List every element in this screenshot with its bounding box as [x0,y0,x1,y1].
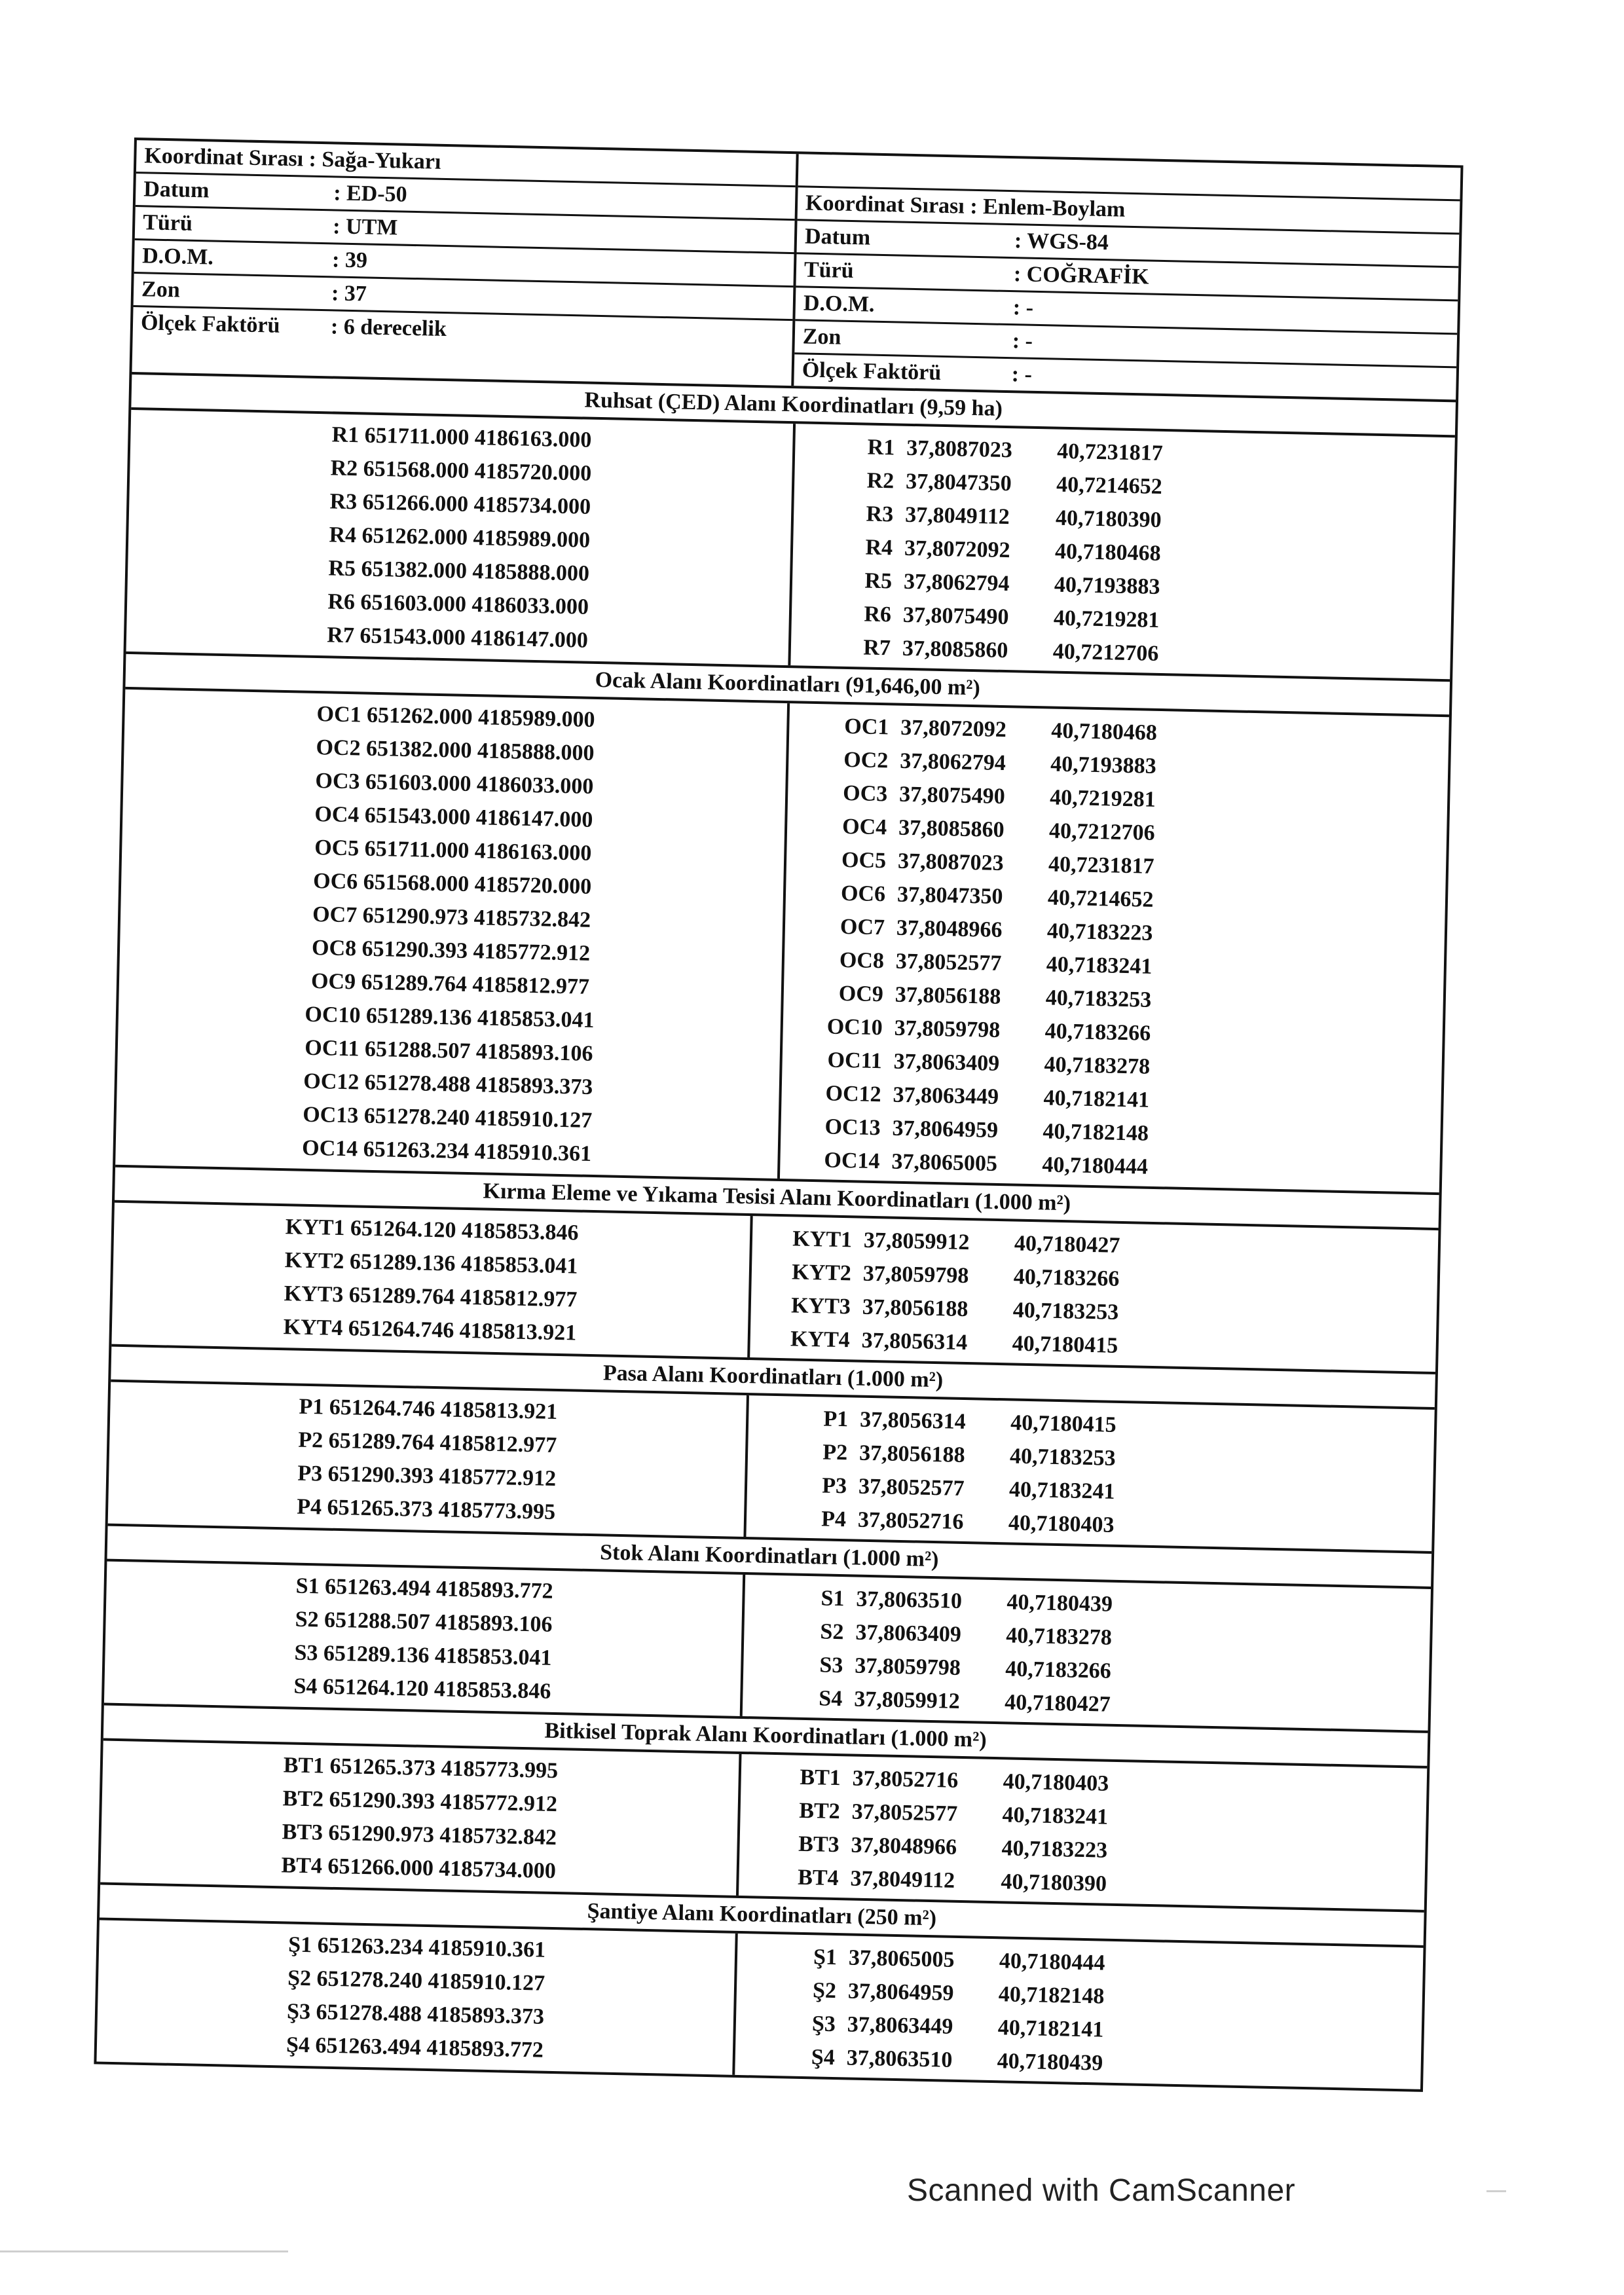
utm-coordinate-row: OC3 651603.000 4186033.000 [315,769,594,799]
point-id: S3 [819,1653,843,1678]
utm-coordinate-row: KYT3 651289.764 4185812.977 [284,1281,578,1312]
utm-coordinate-row: Ş2 651278.240 4185910.127 [287,1966,545,1996]
utm-coordinate-row: OC8 651290.393 4185772.912 [311,935,591,966]
latitude-value: 37,8059912 [863,1228,970,1255]
utm-coordinate-row: OC14 651263.234 4185910.361 [301,1135,592,1166]
latitude-value: 37,8072092 [904,536,1010,563]
latitude-value: 37,8072092 [900,715,1007,743]
utm-coordinate-row: P3 651290.393 4185772.912 [297,1461,557,1491]
latitude-value: 37,8062794 [903,569,1010,597]
latitude-value: 37,8052577 [895,949,1002,976]
latitude-value: 37,8063510 [846,2046,953,2072]
longitude-value: 40,7180439 [997,2049,1103,2076]
longitude-value: 40,7180403 [1008,1511,1115,1537]
latitude-value: 37,8059798 [854,1653,961,1680]
latitude-value: 37,8063409 [893,1049,1000,1076]
latitude-value: 37,8047350 [896,882,1003,909]
longitude-value: 40,7180427 [1004,1690,1111,1717]
point-id: OC5 [841,847,887,873]
longitude-value: 40,7183278 [1044,1052,1151,1079]
utm-coordinate-row: OC11 651288.507 4185893.106 [304,1035,593,1066]
utm-coordinate-row: S4 651264.120 4185853.846 [293,1674,551,1704]
section-body [104,1562,1431,1731]
param-label: Zon [141,277,181,303]
param-label: Türü [142,210,193,236]
latitude-value: 37,8056314 [859,1407,967,1435]
latitude-value: 37,8063409 [855,1620,962,1647]
utm-coordinate-row: R6 651603.000 4186033.000 [327,589,589,619]
utm-coordinate-row: OC6 651568.000 4185720.000 [312,868,592,899]
longitude-value: 40,7180390 [1001,1869,1107,1896]
longitude-value: 40,7180468 [1050,718,1158,745]
point-id: OC12 [825,1081,882,1107]
latitude-value: 37,8056188 [862,1294,969,1322]
longitude-value: 40,7231817 [1048,852,1154,879]
utm-coordinate-row: R2 651568.000 4185720.000 [330,456,592,486]
latitude-value: 37,8063510 [856,1587,963,1613]
longitude-value: 40,7219281 [1049,785,1156,812]
utm-coordinate-row: OC9 651289.764 4185812.977 [310,968,590,999]
section-title-text: Stok Alanı Koordinatları (1.000 m²) [599,1540,939,1572]
geo-order-label: Koordinat Sırası : Enlem-Boylam [805,191,1126,222]
latitude-value: 37,8052577 [851,1799,958,1826]
utm-coordinate-row: R4 651262.000 4185989.000 [329,523,591,553]
utm-coordinate-row: BT2 651290.393 4185772.912 [282,1786,558,1817]
point-id: R6 [864,602,892,627]
param-label: D.O.M. [141,244,214,270]
utm-system-info [132,140,799,386]
utm-coordinate-row: P1 651264.746 4185813.921 [299,1394,558,1424]
utm-coordinate-row: R7 651543.000 4186147.000 [326,623,589,653]
utm-coordinate-row: OC2 651382.000 4185888.000 [316,735,595,765]
latitude-value: 37,8059912 [853,1687,961,1714]
latitude-value: 37,8075490 [902,602,1009,630]
coordinate-system-header [132,140,1460,402]
point-id: R7 [862,635,891,661]
utm-coordinate-row: R5 651382.000 4185888.000 [328,556,590,586]
point-id: OC13 [824,1114,881,1141]
longitude-value: 40,7180427 [1014,1231,1120,1258]
point-id: BT4 [797,1865,839,1891]
utm-coordinates-column [108,1382,749,1537]
longitude-value: 40,7183253 [1012,1298,1119,1325]
utm-coordinate-row: S3 651289.136 4185853.041 [294,1640,552,1670]
longitude-value: 40,7180403 [1003,1769,1109,1796]
point-id: P1 [823,1406,849,1432]
point-id: OC11 [827,1048,883,1074]
longitude-value: 40,7183266 [1044,1019,1151,1046]
utm-coordinate-row: OC13 651278.240 4185910.127 [302,1102,593,1133]
ruhsat-area-section [126,375,1456,679]
scan-dash-mark [1486,2190,1506,2192]
param-value: : ED-50 [333,181,408,207]
utm-coordinates-column [100,1741,741,1896]
geographic-coordinates-column [739,1754,1427,1910]
point-id: Ş2 [812,1978,837,2004]
param-label: Türü [803,257,854,284]
geographic-coordinates-column [790,424,1455,679]
longitude-value: 40,7183253 [1045,985,1152,1012]
latitude-value: 37,8049112 [904,502,1010,530]
latitude-value: 37,8062794 [899,748,1006,776]
longitude-value: 40,7182148 [1043,1119,1149,1146]
point-id: OC9 [838,981,884,1007]
section-body [108,1382,1435,1551]
utm-coordinate-row: Ş4 651263.494 4185893.772 [286,2032,544,2063]
latitude-value: 37,8047350 [905,469,1012,496]
latitude-value: 37,8052577 [858,1474,965,1501]
utm-coordinate-row: KYT1 651264.120 4185853.846 [285,1215,579,1245]
point-id: OC6 [840,881,886,907]
latitude-value: 37,8064959 [847,1979,954,2006]
point-id: OC14 [824,1148,880,1174]
latitude-value: 37,8063449 [847,2012,953,2039]
point-id: OC4 [841,814,887,840]
section-body [100,1741,1427,1910]
section-body [115,689,1449,1192]
pasa-area-section [108,1344,1435,1551]
latitude-value: 37,8052716 [857,1507,964,1534]
longitude-value: 40,7183241 [1002,1803,1109,1829]
utm-coordinate-row: KYT2 651289.136 4185853.041 [284,1248,578,1279]
longitude-value: 40,7212706 [1048,818,1155,845]
utm-coordinate-row: P2 651289.764 4185812.977 [298,1427,557,1458]
param-value: : COĞRAFİK [1013,262,1150,289]
latitude-value: 37,8065005 [848,1945,955,1972]
latitude-value: 37,8085860 [902,636,1008,663]
section-title-text: Kırma Eleme ve Yıkama Tesisi Alanı Koordinatları (1.000 m²) [483,1179,1071,1216]
param-value: : UTM [332,214,398,240]
utm-coordinates-column [111,1203,752,1357]
point-id: BT2 [798,1798,841,1824]
longitude-value: 40,7193883 [1050,752,1157,779]
param-label: Zon [802,324,841,350]
latitude-value: 37,8075490 [898,782,1006,809]
longitude-value: 40,7183266 [1013,1264,1120,1291]
point-id: KYT1 [792,1226,853,1253]
geographic-coordinates-column [780,703,1449,1192]
point-id: P4 [821,1507,847,1532]
utm-coordinate-row: R1 651711.000 4186163.000 [331,422,592,452]
utm-coordinate-row: BT1 651265.373 4185773.995 [283,1753,559,1784]
utm-coordinate-row: S1 651263.494 4185893.772 [295,1573,553,1604]
param-value: : 6 derecelik [330,314,447,342]
section-title-text: Ruhsat (ÇED) Alanı Koordinatları (9,59 ha) [584,388,1003,421]
point-id: S1 [821,1586,845,1611]
param-value: : - [1012,295,1034,320]
param-value: : 37 [331,281,367,306]
utm-coordinate-row: OC12 651278.488 4185893.373 [303,1069,593,1099]
latitude-value: 37,8048966 [896,915,1003,943]
utm-coordinate-row: KYT4 651264.746 4185813.921 [283,1315,577,1346]
longitude-value: 40,7183266 [1005,1657,1112,1683]
longitude-value: 40,7183253 [1009,1444,1116,1471]
param-label: Datum [804,224,871,250]
longitude-value: 40,7180390 [1055,505,1162,532]
geographic-coordinates-column [735,1934,1423,2089]
latitude-value: 37,8059798 [862,1261,969,1289]
longitude-value: 40,7193883 [1054,572,1160,599]
section-title-text: Pasa Alanı Koordinatları (1.000 m²) [602,1361,944,1393]
point-id: BT3 [798,1831,840,1858]
utm-coordinate-row: OC10 651289.136 4185853.041 [304,1002,595,1033]
longitude-value: 40,7180439 [1006,1590,1113,1617]
point-id: Ş1 [813,1945,838,1970]
longitude-value: 40,7180415 [1010,1410,1117,1437]
param-value: : - [1011,362,1033,387]
utm-coordinates-column [115,689,790,1179]
point-id: S2 [820,1619,844,1645]
coordinate-table [94,138,1463,2092]
utm-order-label: Koordinat Sırası : Sağa-Yukarı [144,143,441,174]
santiye-area-section [96,1882,1424,2089]
point-id: R3 [866,502,894,527]
utm-coordinate-row: P4 651265.373 4185773.995 [296,1494,556,1524]
geographic-system-info [794,154,1460,399]
param-label: Ölçek Faktörü [802,358,942,385]
latitude-value: 37,8087023 [906,435,1013,463]
point-id: Ş3 [811,2011,836,2037]
utm-coordinate-row: Ş3 651278.488 4185893.373 [286,1999,545,2029]
section-body [126,410,1455,679]
point-id: P2 [822,1440,848,1465]
section-title-text: Ocak Alanı Koordinatları (91,646,00 m²) [595,667,981,701]
latitude-value: 37,8056314 [861,1328,968,1355]
utm-coordinates-column [104,1562,745,1716]
geographic-coordinates-column [746,1395,1434,1551]
utm-coordinate-row: OC1 651262.000 4185989.000 [316,702,595,732]
param-label: Ölçek Faktörü [140,310,280,338]
latitude-value: 37,8087023 [897,849,1004,876]
longitude-value: 40,7182141 [997,2015,1104,2042]
point-id: OC3 [842,780,888,807]
point-id: S4 [818,1686,843,1712]
point-id: OC8 [839,947,885,974]
point-id: R4 [865,535,893,560]
camscanner-watermark: Scanned with CamScanner [907,2173,1296,2208]
section-body [96,1920,1423,2089]
latitude-value: 37,8063449 [893,1082,999,1109]
geographic-coordinates-column [743,1575,1431,1731]
param-label: Datum [143,177,210,203]
longitude-value: 40,7182148 [998,1982,1105,2009]
param-value: : WGS-84 [1014,229,1109,255]
point-id: OC10 [826,1014,883,1040]
utm-coordinates-column [96,1920,737,2074]
param-value: : 39 [331,248,368,273]
latitude-value: 37,8056188 [858,1441,966,1468]
longitude-value: 40,7182141 [1043,1086,1150,1112]
longitude-value: 40,7214652 [1047,885,1154,912]
latitude-value: 37,8065005 [891,1149,998,1176]
latitude-value: 37,8049112 [850,1866,955,1893]
utm-coordinate-row: BT4 651266.000 4185734.000 [281,1853,557,1884]
param-value: : - [1012,329,1033,354]
point-id: R2 [866,468,895,494]
longitude-value: 40,7212706 [1052,639,1159,666]
point-id: OC1 [844,714,889,740]
param-label: D.O.M. [803,291,875,317]
point-id: BT1 [800,1765,841,1791]
utm-coordinate-row: R3 651266.000 4185734.000 [329,489,591,519]
longitude-value: 40,7183241 [1008,1477,1115,1504]
latitude-value: 37,8059798 [894,1016,1001,1042]
longitude-value: 40,7180468 [1054,539,1161,566]
latitude-value: 37,8052716 [852,1766,959,1793]
latitude-value: 37,8064959 [892,1116,999,1143]
point-id: Ş4 [811,2045,836,2070]
utm-coordinate-row: OC5 651711.000 4186163.000 [314,835,592,866]
longitude-value: 40,7183241 [1046,952,1153,979]
section-body [111,1203,1438,1372]
point-id: KYT4 [790,1327,851,1353]
point-id: OC7 [840,914,885,940]
section-title-text: Bitkisel Toprak Alanı Koordinatları (1.000 m²) [544,1718,987,1752]
longitude-value: 40,7219281 [1053,606,1160,633]
longitude-value: 40,7180444 [999,1949,1105,1975]
point-id: R1 [867,435,895,460]
kirma-eleme-area-section [111,1165,1439,1372]
longitude-value: 40,7231817 [1056,439,1164,466]
longitude-value: 40,7180415 [1012,1331,1118,1358]
stok-area-section [104,1524,1431,1731]
ocak-area-section [115,652,1450,1192]
point-id: KYT2 [791,1260,852,1286]
bitkisel-toprak-area-section [100,1703,1428,1910]
scan-edge-line [0,2250,288,2252]
geographic-coordinates-column [750,1216,1438,1372]
point-id: KYT3 [790,1293,851,1319]
utm-coordinate-row: S2 651288.507 4185893.106 [295,1607,553,1637]
section-title-text: Şantiye Alanı Koordinatları (250 m²) [587,1899,937,1931]
latitude-value: 37,8048966 [851,1833,957,1860]
latitude-value: 37,8056188 [895,982,1001,1009]
utm-coordinate-row: OC4 651543.000 4186147.000 [314,801,593,832]
longitude-value: 40,7183278 [1005,1623,1113,1650]
latitude-value: 37,8085860 [898,815,1005,843]
point-id: OC2 [843,747,889,773]
utm-coordinate-row: Ş1 651263.234 4185910.361 [287,1932,546,1962]
utm-coordinate-row: BT3 651290.973 4185732.842 [282,1820,557,1850]
point-id: P3 [821,1473,847,1499]
longitude-value: 40,7214652 [1056,472,1163,499]
utm-coordinates-column [126,410,796,665]
point-id: R5 [864,568,893,594]
utm-coordinate-row: OC7 651290.973 4185732.842 [312,902,591,932]
longitude-value: 40,7183223 [1001,1836,1108,1863]
longitude-value: 40,7180444 [1042,1152,1149,1179]
longitude-value: 40,7183223 [1046,919,1153,946]
